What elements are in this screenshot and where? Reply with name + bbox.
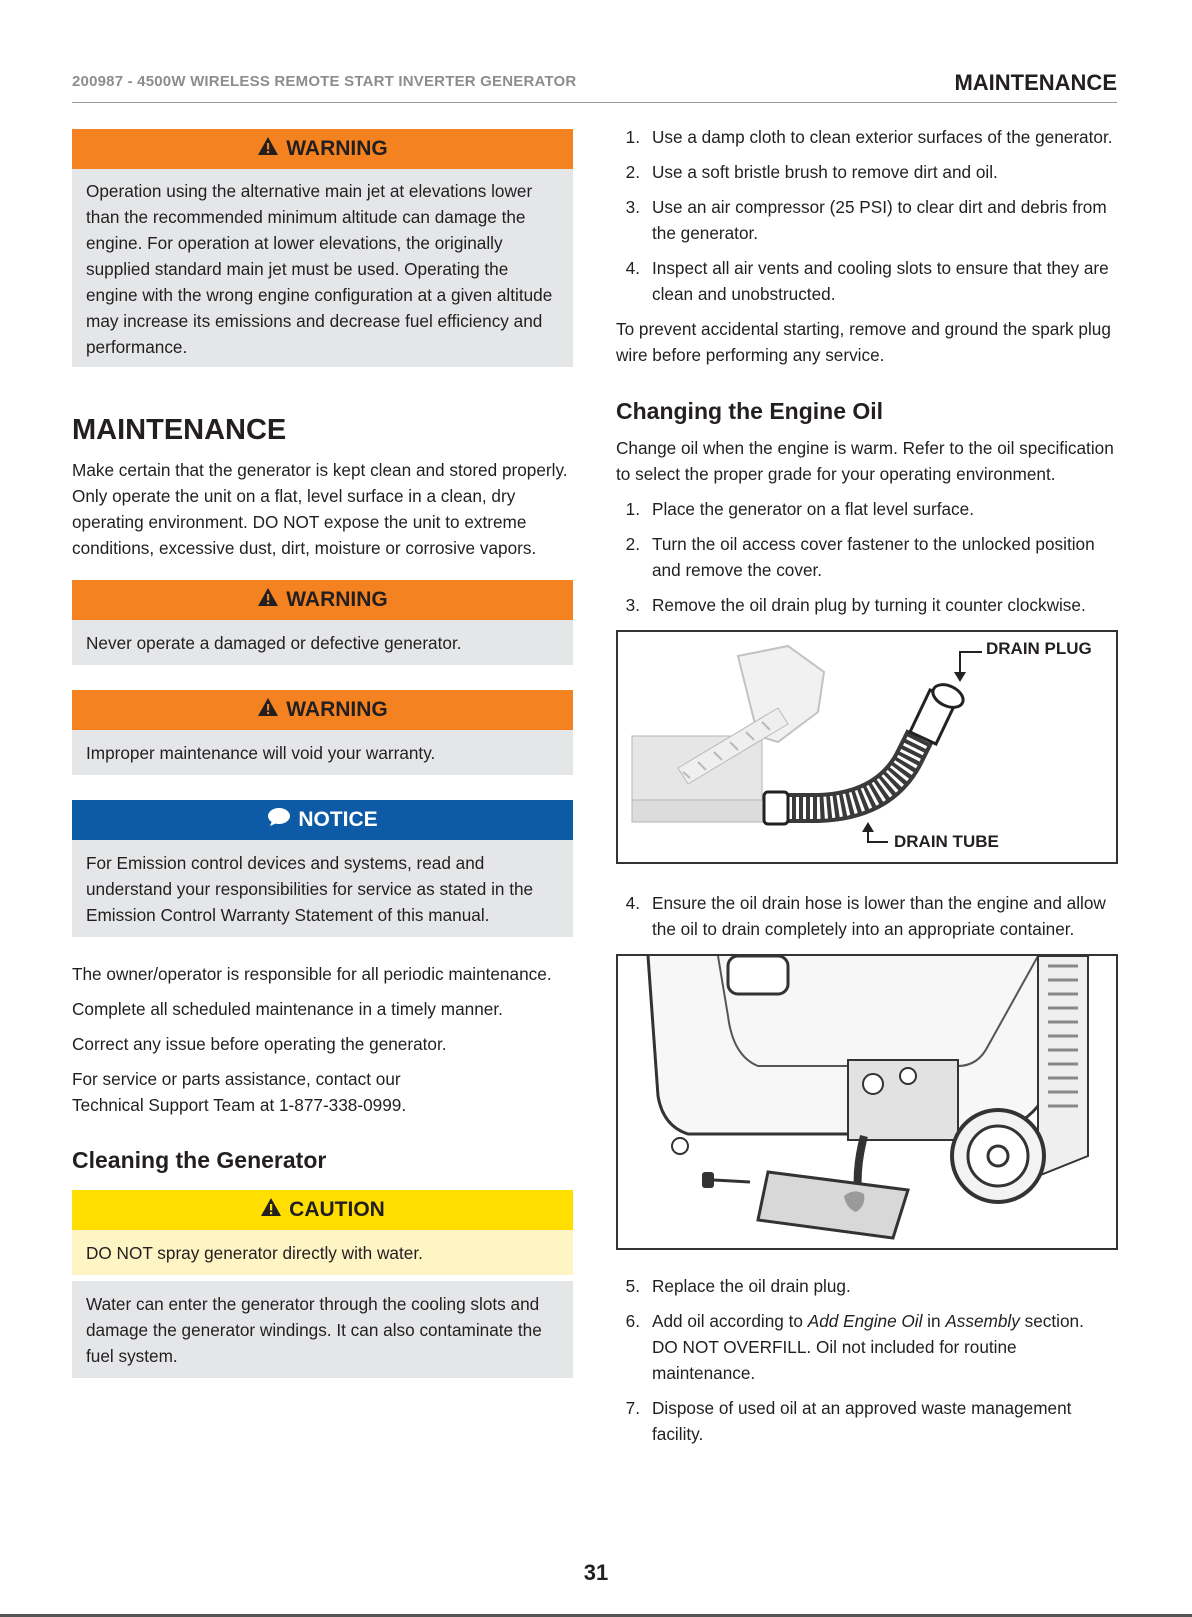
caution-text: Water can enter the generator through the cooling slots and damage the generator windings. It can also contaminate the fuel system. — [72, 1275, 573, 1378]
list-item — [616, 1308, 1118, 1386]
step-number: 2. — [625, 162, 640, 182]
support-line: Technical Support Team at 1-877-338-0999. — [72, 1095, 407, 1115]
step-text-part: in — [922, 1311, 946, 1331]
warning-box-damaged — [72, 580, 573, 665]
step-number: 1. — [625, 499, 640, 519]
caution-header — [72, 1190, 573, 1230]
oil-heading: Changing the Engine Oil — [616, 398, 884, 424]
step-text-part: section. — [1019, 1311, 1084, 1331]
maintenance-heading: MAINTENANCE — [72, 414, 287, 446]
warning-box-altitude — [72, 129, 573, 367]
warning-triangle-icon — [257, 697, 279, 723]
step-text-part: Add oil according to — [652, 1311, 808, 1331]
step-number: 3. — [625, 197, 640, 217]
warning-text: Never operate a damaged or defective generator. — [72, 620, 573, 665]
left-column — [72, 129, 573, 1378]
support-contact — [72, 1066, 573, 1118]
cleaning-steps — [616, 124, 1118, 307]
step-number: 1. — [625, 127, 640, 147]
support-line: For service or parts assistance, contact our — [72, 1069, 401, 1089]
page-number: 31 — [583, 1560, 609, 1585]
assembly-reference: Assembly — [945, 1311, 1020, 1331]
add-engine-oil-reference: Add Engine Oil — [807, 1311, 923, 1331]
oil-steps — [616, 496, 1118, 618]
warning-header — [72, 580, 573, 620]
maintenance-intro: Make certain that the generator is kept clean and stored properly. Only operate the unit on a flat, level surface in a clean, dry operating environment. DO NOT expose the unit to extreme conditions, excessive dust, dirt, moisture or corrosive vapors. — [72, 460, 568, 558]
document-title: 200987 - 4500W WIRELESS REMOTE START INVERTER GENERATOR — [72, 73, 577, 90]
caution-label: CAUTION — [289, 1198, 385, 1221]
right-column — [616, 124, 1118, 1456]
oil-steps-final — [616, 1273, 1118, 1447]
oil-intro: Change oil when the engine is warm. Refer to the oil specification to select the proper grade for your operating environment. — [616, 438, 1114, 484]
list-item — [616, 496, 1118, 522]
oil-draining-figure — [616, 954, 1118, 1250]
generator-illustration — [618, 956, 1116, 1248]
warning-label: WARNING — [286, 588, 388, 611]
caution-box-water — [72, 1190, 573, 1378]
spark-plug-note: To prevent accidental starting, remove and ground the spark plug wire before performing any service. — [616, 319, 1111, 365]
speech-bubble-icon — [267, 807, 291, 833]
drain-plug-label: DRAIN PLUG — [986, 639, 1092, 658]
step-number: 6. — [625, 1311, 640, 1331]
notice-label: NOTICE — [298, 808, 378, 831]
warning-triangle-icon — [257, 587, 279, 613]
list-item — [616, 124, 1118, 150]
step-text: Use a damp cloth to clean exterior surfaces of the generator. — [652, 127, 1113, 147]
step-number: 7. — [625, 1398, 640, 1418]
step-number: 3. — [625, 595, 640, 615]
notice-header — [72, 800, 573, 840]
warning-text: Improper maintenance will void your warranty. — [72, 730, 573, 775]
step-text: Place the generator on a flat level surface. — [652, 499, 974, 519]
step-text: Dispose of used oil at an approved waste management facility. — [652, 1398, 1072, 1444]
step-number: 4. — [625, 258, 640, 278]
drain-illustration — [618, 632, 1116, 862]
list-item — [616, 159, 1118, 185]
drain-tube-label: DRAIN TUBE — [894, 832, 999, 851]
notice-text: For Emission control devices and systems, read and understand your responsibilities for service as stated in the Emission Control Warranty Statement of this manual. — [72, 840, 573, 937]
step-text — [652, 1308, 1118, 1386]
step-text: Turn the oil access cover fastener to the unlocked position and remove the cover. — [652, 534, 1095, 580]
step-text: Ensure the oil drain hose is lower than the engine and allow the oil to drain completely into an appropriate container. — [652, 893, 1106, 939]
cleaning-heading: Cleaning the Generator — [72, 1147, 327, 1173]
list-item — [616, 890, 1118, 942]
list-item — [616, 531, 1118, 583]
drain-plug-figure — [616, 630, 1118, 864]
list-item — [616, 194, 1118, 246]
section-title: MAINTENANCE — [954, 70, 1117, 95]
paragraph: Correct any issue before operating the generator. — [72, 1034, 447, 1054]
paragraph: Complete all scheduled maintenance in a timely manner. — [72, 999, 503, 1019]
list-item — [616, 592, 1118, 618]
warning-triangle-icon — [260, 1197, 282, 1223]
warning-box-warranty — [72, 690, 573, 775]
paragraph: The owner/operator is responsible for all periodic maintenance. — [72, 964, 552, 984]
warning-header — [72, 690, 573, 730]
list-item — [616, 1395, 1118, 1447]
step-text: Use an air compressor (25 PSI) to clear dirt and debris from the generator. — [652, 197, 1107, 243]
header-divider — [72, 102, 1117, 103]
warning-header — [72, 129, 573, 169]
notice-box-emission — [72, 800, 573, 937]
warning-text: Operation using the alternative main jet at elevations lower than the recommended minimum altitude can damage the engine. For operation at lower elevations, the originally supplied standard main jet must be used. Operating the engine with the wrong engine configuration at a given altitude may increase its emissions and decrease fuel efficiency and performance. — [72, 169, 573, 367]
warning-label: WARNING — [286, 137, 388, 160]
list-item — [616, 1273, 1118, 1299]
warning-label: WARNING — [286, 698, 388, 721]
step-number: 5. — [625, 1276, 640, 1296]
overfill-warning: DO NOT OVERFILL. Oil not included for routine maintenance. — [652, 1337, 1017, 1383]
step-text: Remove the oil drain plug by turning it counter clockwise. — [652, 595, 1086, 615]
step-text: Use a soft bristle brush to remove dirt and oil. — [652, 162, 998, 182]
step-text: Replace the oil drain plug. — [652, 1276, 851, 1296]
step-number: 2. — [625, 534, 640, 554]
warning-triangle-icon — [257, 136, 279, 162]
list-item — [616, 255, 1118, 307]
step-text: Inspect all air vents and cooling slots to ensure that they are clean and unobstructed. — [652, 258, 1109, 304]
caution-line: DO NOT spray generator directly with water. — [72, 1230, 573, 1275]
oil-steps-continued — [616, 890, 1118, 942]
step-number: 4. — [625, 893, 640, 913]
